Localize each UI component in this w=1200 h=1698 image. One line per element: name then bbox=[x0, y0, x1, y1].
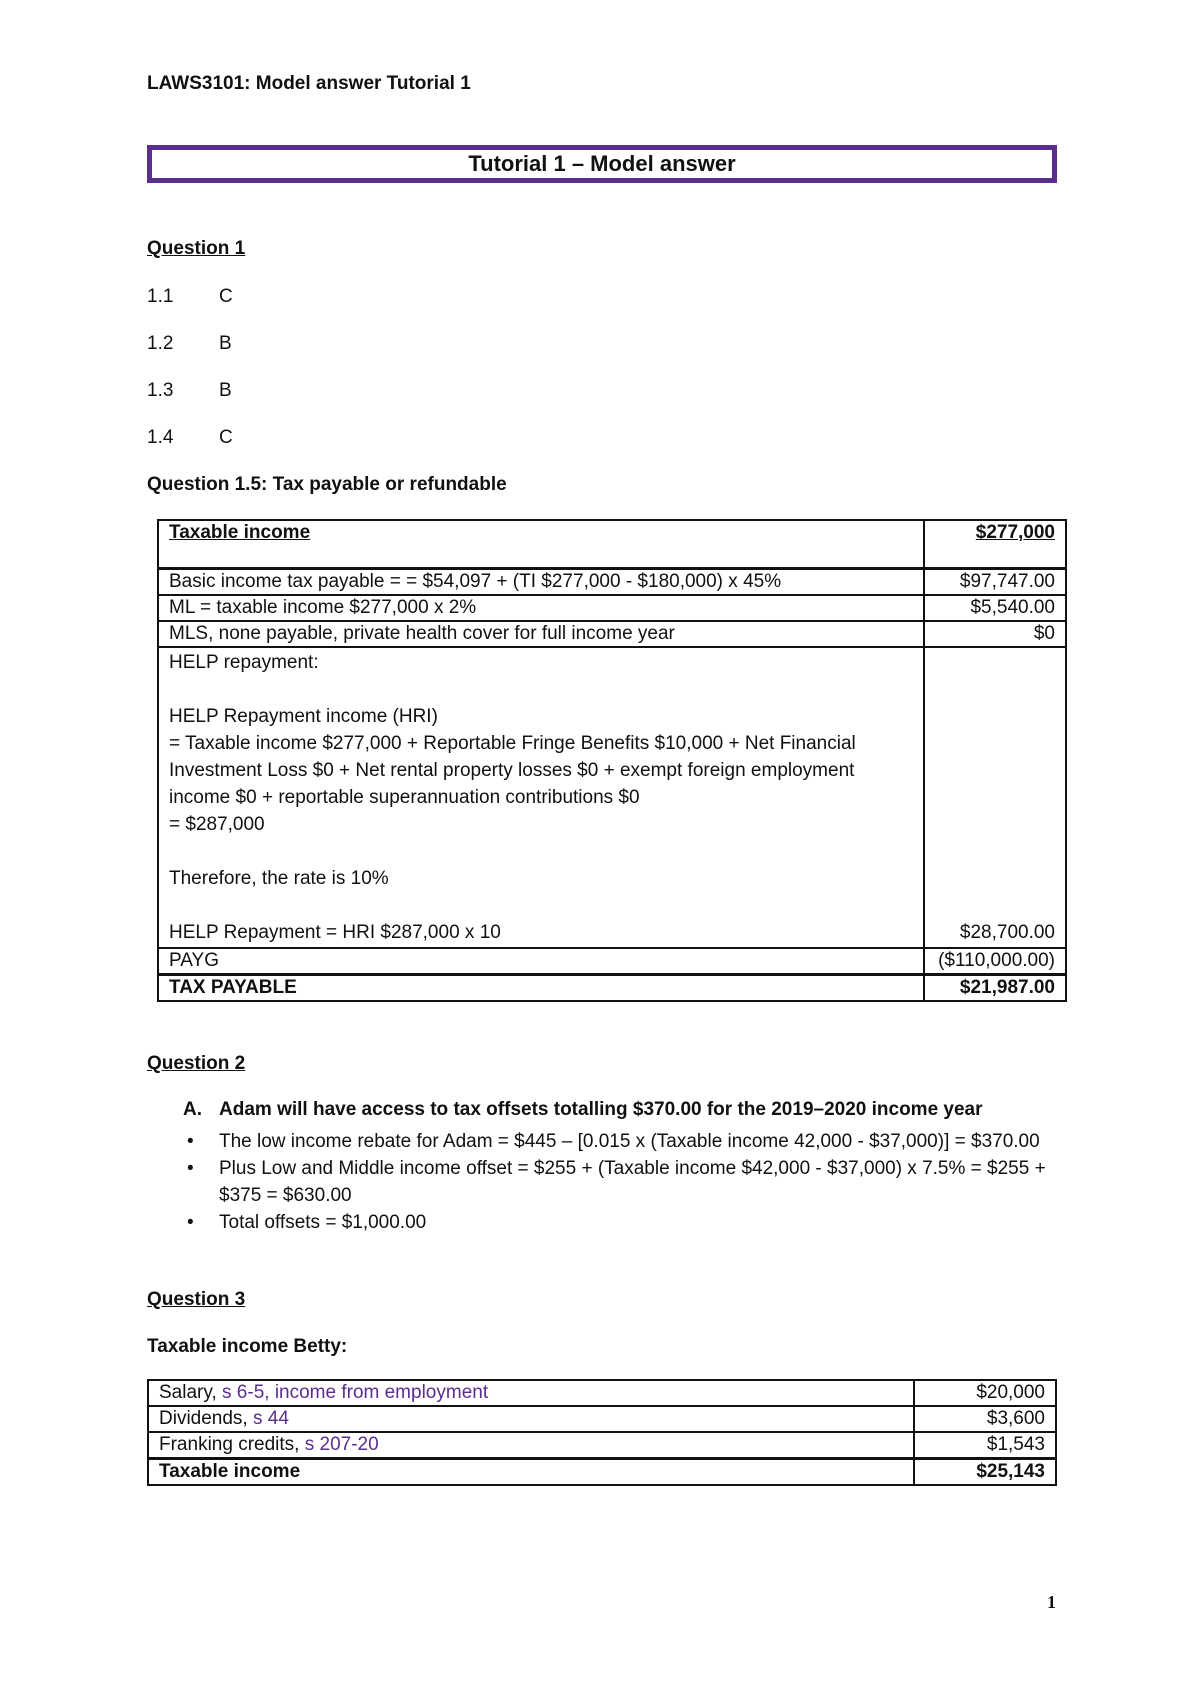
help-line: HELP Repayment = HRI $287,000 x 10 bbox=[169, 922, 501, 943]
payg-label: PAYG bbox=[158, 948, 924, 975]
row-label: ML = taxable income $277,000 x 2% bbox=[158, 595, 924, 621]
row-amount: $97,747.00 bbox=[924, 569, 1066, 596]
mc-number: 1.3 bbox=[147, 380, 174, 401]
mc-number: 1.1 bbox=[147, 286, 174, 307]
mc-answer-1-3 bbox=[147, 380, 232, 402]
section-reference: s 207-20 bbox=[304, 1434, 379, 1455]
taxable-income-total-amount: $25,143 bbox=[914, 1459, 1056, 1486]
mc-answer-1-1 bbox=[147, 286, 233, 308]
table-row bbox=[158, 595, 1066, 621]
table-row bbox=[158, 621, 1066, 647]
help-repayment-row bbox=[158, 647, 1066, 948]
question-3-subheading: Taxable income Betty: bbox=[147, 1336, 348, 1357]
help-line: = $287,000 bbox=[169, 814, 265, 835]
help-line: HELP repayment: bbox=[169, 652, 319, 673]
question-1-heading: Question 1 bbox=[147, 238, 246, 259]
table-row bbox=[148, 1380, 1056, 1406]
question-3-heading: Question 3 bbox=[147, 1289, 246, 1310]
help-line: = Taxable income $277,000 + Reportable Fringe Benefits $10,000 + Net Financial bbox=[169, 733, 856, 754]
table-total-row bbox=[158, 975, 1066, 1002]
row-amount: $0 bbox=[924, 621, 1066, 647]
mc-answer-1-2 bbox=[147, 333, 232, 355]
list-item: • Total offsets = $1,000.00 bbox=[187, 1212, 427, 1233]
mc-answer: C bbox=[219, 427, 233, 448]
question-2-part-a bbox=[183, 1099, 983, 1121]
list-item: • The low income rebate for Adam = $445 – [0.015 x (Taxable income 42,000 - $37,000)] = $370.00 bbox=[187, 1131, 1040, 1152]
taxable-income-total-label: Taxable income bbox=[148, 1459, 914, 1486]
row-label: Dividends, s 44 bbox=[148, 1406, 914, 1432]
table-row bbox=[148, 1406, 1056, 1432]
list-item: • Plus Low and Middle income offset = $255 + (Taxable income $42,000 - $37,000) x 7.5% = $255 + $375 = $630.00 bbox=[187, 1158, 1046, 1206]
tax-payable-table bbox=[157, 519, 1067, 1002]
row-amount: $20,000 bbox=[914, 1380, 1056, 1406]
table-row bbox=[158, 569, 1066, 596]
page-header: LAWS3101: Model answer Tutorial 1 bbox=[147, 73, 471, 94]
question-1-5-heading: Question 1.5: Tax payable or refundable bbox=[147, 474, 507, 495]
bullet-text: The low income rebate for Adam = $445 – [0.015 x (Taxable income 42,000 - $37,000)] = $370.00 bbox=[219, 1131, 1040, 1152]
betty-taxable-income-table bbox=[147, 1379, 1057, 1486]
row-amount: $1,543 bbox=[914, 1432, 1056, 1459]
help-line: Therefore, the rate is 10% bbox=[169, 868, 389, 889]
section-reference: s 44 bbox=[253, 1408, 289, 1429]
tax-payable-label: TAX PAYABLE bbox=[158, 975, 924, 1002]
row-label: Basic income tax payable = = $54,097 + (TI $277,000 - $180,000) x 45% bbox=[158, 569, 924, 596]
bullet-text: Plus Low and Middle income offset = $255 + (Taxable income $42,000 - $37,000) x 7.5% = $255 + $375 = $630.00 bbox=[219, 1158, 1046, 1206]
mc-answer: B bbox=[219, 380, 232, 401]
taxable-income-label: Taxable income bbox=[158, 520, 924, 569]
help-line: income $0 + reportable superannuation contributions $0 bbox=[169, 787, 640, 808]
help-repayment-amount: $28,700.00 bbox=[924, 647, 1066, 948]
mc-answer: B bbox=[219, 333, 232, 354]
mc-answer: C bbox=[219, 286, 233, 307]
help-line: HELP Repayment income (HRI) bbox=[169, 706, 438, 727]
payg-amount: ($110,000.00) bbox=[924, 948, 1066, 975]
mc-number: 1.4 bbox=[147, 427, 174, 448]
part-label: A. bbox=[183, 1099, 202, 1120]
section-reference: s 6-5, income from employment bbox=[222, 1382, 489, 1403]
table-row bbox=[158, 948, 1066, 975]
table-total-row bbox=[148, 1459, 1056, 1486]
row-amount: $3,600 bbox=[914, 1406, 1056, 1432]
mc-answer-1-4 bbox=[147, 427, 233, 449]
page-title: Tutorial 1 – Model answer bbox=[147, 145, 1057, 183]
help-line: Investment Loss $0 + Net rental property losses $0 + exempt foreign employment bbox=[169, 760, 855, 781]
table-row bbox=[148, 1432, 1056, 1459]
row-amount: $5,540.00 bbox=[924, 595, 1066, 621]
table-row bbox=[158, 520, 1066, 569]
row-label: Franking credits, s 207-20 bbox=[148, 1432, 914, 1459]
row-label: Salary, s 6-5, income from employment bbox=[148, 1380, 914, 1406]
bullet-text: Total offsets = $1,000.00 bbox=[219, 1212, 427, 1233]
part-text: Adam will have access to tax offsets totalling $370.00 for the 2019–2020 income year bbox=[219, 1099, 983, 1120]
question-2-heading: Question 2 bbox=[147, 1053, 246, 1074]
row-label: MLS, none payable, private health cover for full income year bbox=[158, 621, 924, 647]
page-number: 1 bbox=[1047, 1592, 1056, 1612]
tax-payable-amount: $21,987.00 bbox=[924, 975, 1066, 1002]
mc-number: 1.2 bbox=[147, 333, 174, 354]
question-2-bullet-list bbox=[183, 1128, 1063, 1236]
taxable-income-amount: $277,000 bbox=[924, 520, 1066, 569]
help-repayment-details bbox=[158, 647, 924, 948]
